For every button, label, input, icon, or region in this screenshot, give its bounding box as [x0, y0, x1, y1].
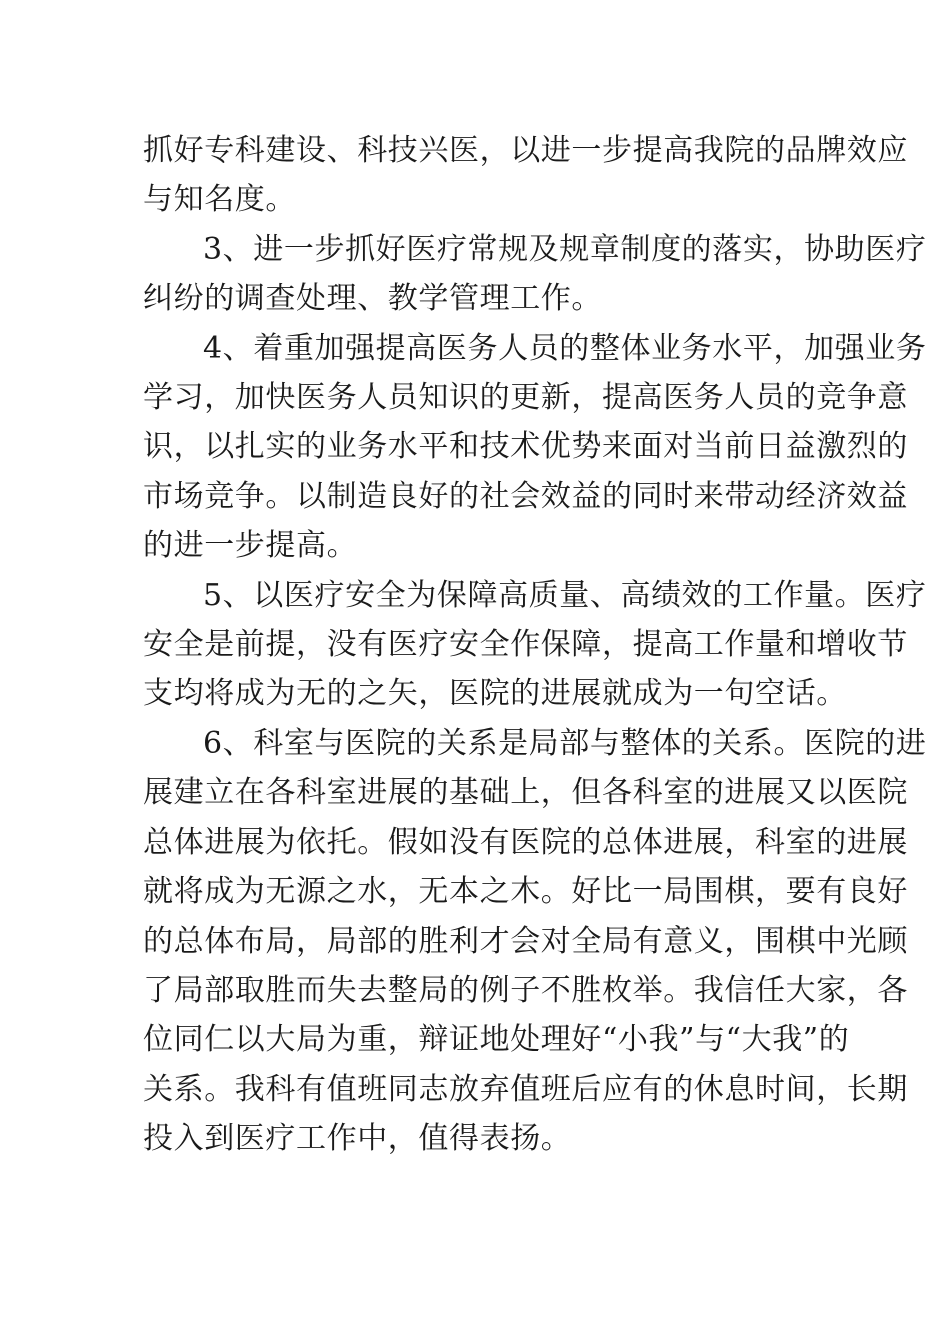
paragraph [143, 126, 908, 225]
text-line: 总体进展为依托。假如没有医院的总体进展，科室的进展 [143, 824, 908, 860]
text-line: 展建立在各科室进展的基础上，但各科室的进展又以医院 [143, 775, 908, 811]
text-line: 3、进一步抓好医疗常规及规章制度的落实，协助医疗 [203, 231, 927, 267]
document-body [143, 126, 927, 1164]
paragraph [143, 225, 927, 324]
text-line: 关系。我科有值班同志放弃值班后应有的休息时间，长期 [143, 1071, 908, 1107]
text-line: 6、科室与医院的关系是局部与整体的关系。医院的进 [203, 725, 927, 761]
text-line: 安全是前提，没有医疗安全作保障，提高工作量和增收节 [143, 627, 908, 663]
text-line: 市场竞争。以制造良好的社会效益的同时来带动经济效益 [143, 478, 908, 514]
text-line: 投入到医疗工作中，值得表扬。 [143, 1121, 572, 1157]
text-line: 支均将成为无的之矢，医院的进展就成为一句空话。 [143, 676, 847, 712]
text-line: 就将成为无源之水，无本之木。好比一局围棋，要有良好 [143, 874, 908, 910]
text-line: 的总体布局，局部的胜利才会对全局有意义，围棋中光顾 [143, 923, 908, 959]
text-line: 5、以医疗安全为保障高质量、高绩效的工作量。医疗 [203, 577, 927, 613]
text-line: 纠纷的调查处理、教学管理工作。 [143, 281, 602, 317]
paragraph [143, 719, 927, 1164]
text-line: 4、着重加强提高医务人员的整体业务水平，加强业务 [203, 330, 927, 366]
paragraph [143, 324, 927, 571]
paragraph [143, 571, 927, 719]
text-line: 学习，加快医务人员知识的更新，提高医务人员的竞争意 [143, 380, 908, 416]
text-line: 位同仁以大局为重，辩证地处理好“小我”与“大我”的 [143, 1022, 850, 1058]
text-line: 识，以扎实的业务水平和技术优势来面对当前日益激烈的 [143, 429, 908, 465]
text-line: 与知名度。 [143, 182, 296, 218]
text-line: 的进一步提高。 [143, 528, 358, 564]
text-line: 了局部取胜而失去整局的例子不胜枚举。我信任大家，各 [143, 972, 908, 1008]
text-line: 抓好专科建设、科技兴医，以进一步提高我院的品牌效应 [143, 133, 908, 168]
